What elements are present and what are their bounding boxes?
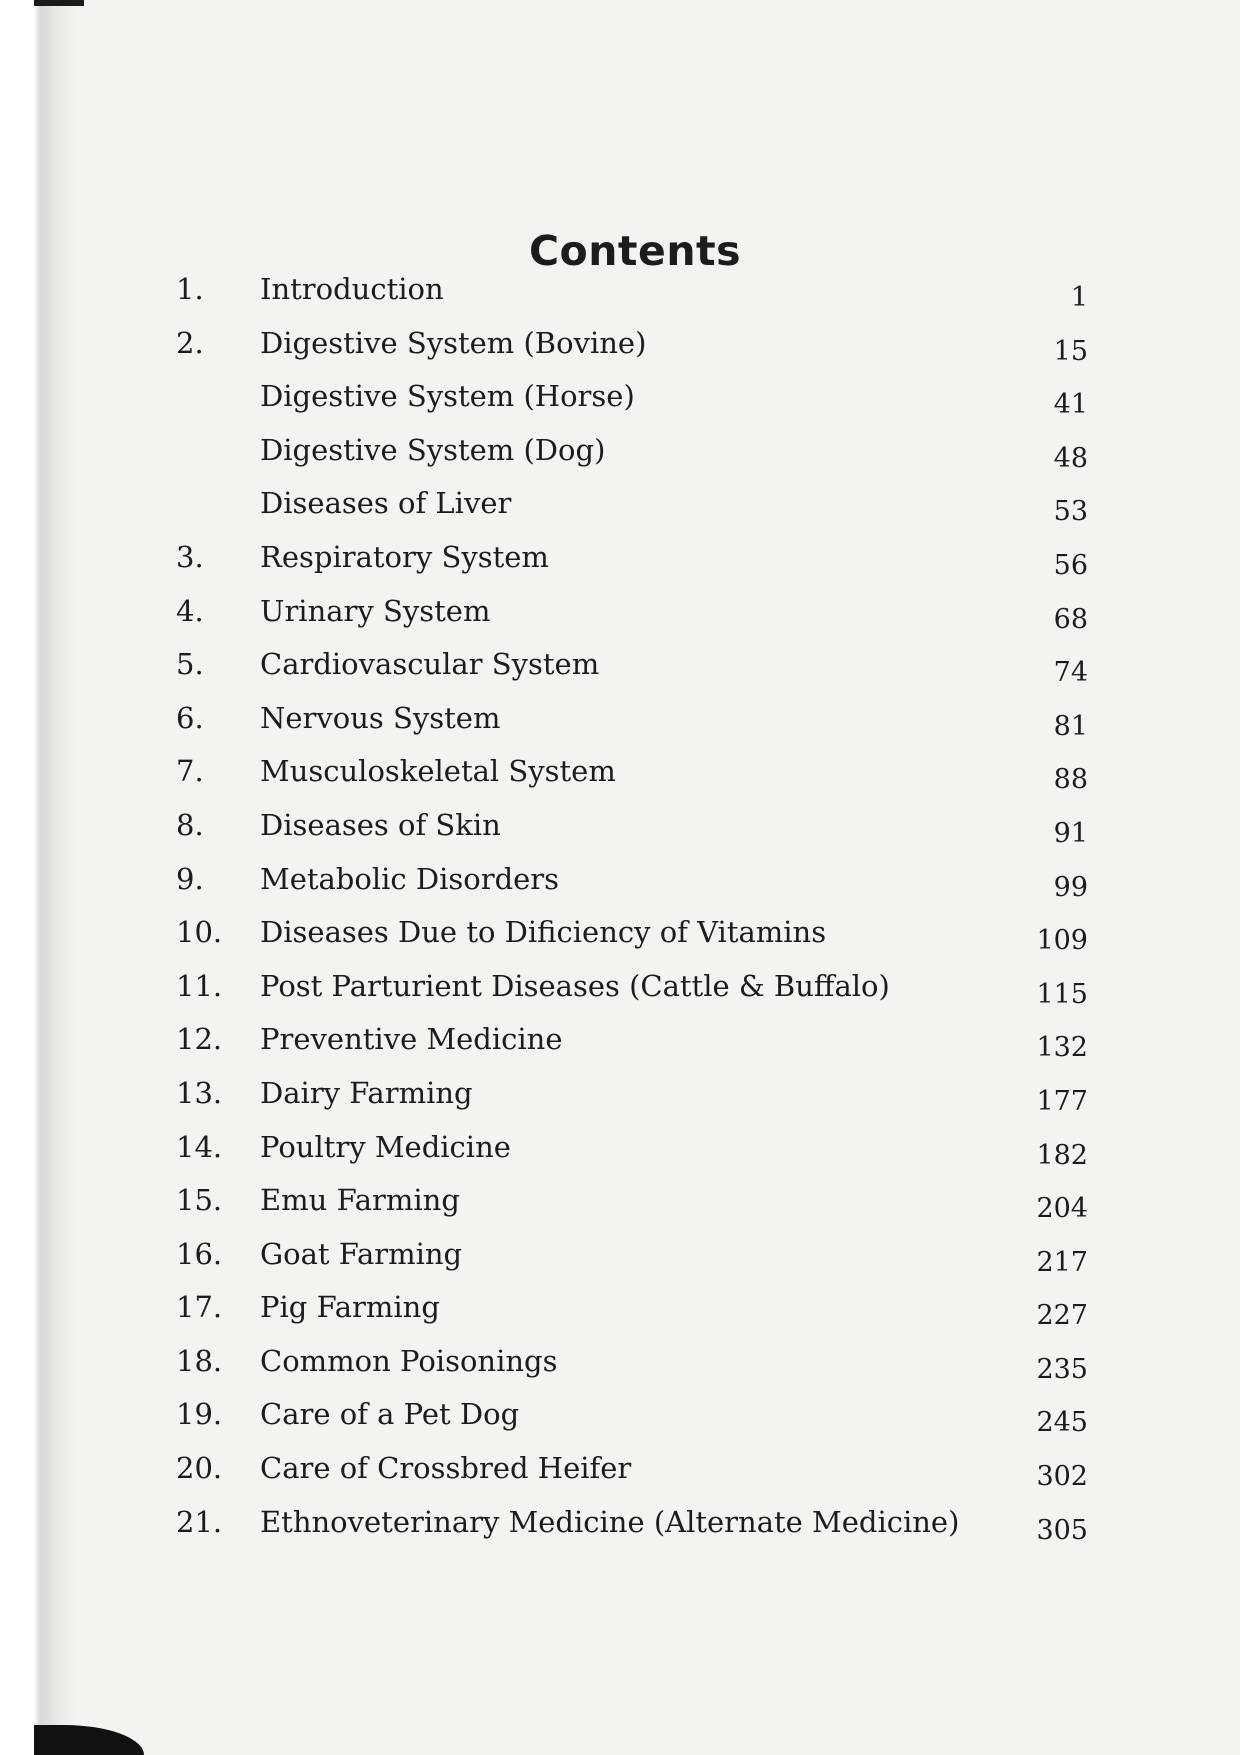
toc-entry: [176, 1072, 1088, 1126]
toc-entry-number: 4.: [176, 593, 204, 628]
toc-entry-number: 20.: [176, 1451, 223, 1486]
toc-entry-title: Diseases of Skin: [260, 807, 501, 842]
page-title: Contents: [528, 227, 742, 276]
toc-entry-page: 245: [1036, 1407, 1088, 1439]
toc-entry-page: 217: [1036, 1246, 1088, 1278]
toc-entry-number: 18.: [176, 1343, 223, 1378]
toc-entry-page: 91: [1053, 817, 1088, 849]
toc-entry: [176, 1501, 1088, 1555]
toc-entry: [176, 429, 1088, 483]
toc-entry-number: 16.: [176, 1236, 223, 1271]
toc-entry-title: Preventive Medicine: [260, 1022, 563, 1057]
toc-entry-title: Emu Farming: [260, 1183, 460, 1218]
toc-entry-number: 8.: [176, 807, 204, 842]
toc-entry-title: Digestive System (Horse): [260, 379, 635, 414]
toc-entry: [176, 643, 1088, 697]
toc-entry-title: Goat Farming: [260, 1236, 463, 1271]
toc-entry-title: Urinary System: [260, 593, 491, 628]
toc-entry-number: 6.: [176, 700, 204, 735]
toc-entry-page: 53: [1053, 496, 1088, 528]
toc-entry-page: 68: [1053, 603, 1088, 635]
toc-entry: [176, 590, 1088, 644]
toc-entry-number: 21.: [176, 1504, 223, 1539]
toc-entry-title: Diseases Due to Dificiency of Vitamins: [260, 915, 827, 950]
toc-entry-number: 11.: [176, 968, 223, 1003]
toc-entry: [176, 1179, 1088, 1233]
toc-entry: [176, 322, 1088, 376]
toc-entry-title: Pig Farming: [260, 1290, 440, 1325]
toc-entry-number: 7.: [176, 754, 204, 789]
toc-entry: [176, 911, 1088, 965]
toc-entry-page: 132: [1036, 1032, 1088, 1064]
toc-entry-number: 12.: [176, 1022, 223, 1057]
toc-entry: [176, 1340, 1088, 1394]
toc-entry-page: 1: [1070, 282, 1088, 313]
toc-entry: [176, 1018, 1088, 1072]
toc-entry: [176, 1286, 1088, 1340]
toc-entry-number: 15.: [176, 1183, 223, 1218]
toc-entry-page: 235: [1036, 1353, 1088, 1385]
toc-entry-number: 1.: [176, 272, 204, 306]
toc-entry-page: 88: [1053, 764, 1088, 796]
toc-entry-title: Diseases of Liver: [260, 486, 512, 521]
toc-entry-number: 14.: [176, 1129, 223, 1164]
toc-entry-page: 41: [1053, 389, 1088, 421]
toc-entry-number: 19.: [176, 1397, 223, 1432]
toc-entry: [176, 482, 1088, 536]
toc-entry: [176, 375, 1088, 429]
toc-entry: [176, 858, 1088, 912]
toc-entry: [176, 965, 1088, 1019]
toc-entry-title: Dairy Farming: [260, 1075, 473, 1110]
table-of-contents: [176, 268, 1088, 1554]
toc-entry: [176, 697, 1088, 751]
toc-entry-page: 177: [1036, 1085, 1088, 1117]
toc-entry-page: 48: [1053, 442, 1088, 474]
toc-entry-page: 227: [1036, 1300, 1088, 1332]
toc-entry-page: 15: [1053, 335, 1088, 367]
toc-entry-title: Digestive System (Dog): [260, 432, 606, 467]
toc-entry-page: 81: [1053, 710, 1088, 742]
toc-entry: [176, 1233, 1088, 1287]
toc-entry: [176, 536, 1088, 590]
toc-entry: [176, 750, 1088, 804]
toc-entry-number: 9.: [176, 861, 204, 896]
toc-entry: [176, 268, 1088, 322]
toc-entry-page: 204: [1036, 1193, 1088, 1225]
toc-entry-page: 182: [1036, 1139, 1088, 1171]
toc-entry-page: 99: [1053, 871, 1088, 903]
toc-entry-title: Cardiovascular System: [260, 647, 600, 682]
toc-entry-page: 305: [1036, 1514, 1088, 1546]
toc-entry-number: 13.: [176, 1075, 223, 1110]
toc-entry-title: Ethnoveterinary Medicine (Alternate Medicine): [260, 1504, 960, 1539]
scan-edge-bottom: [34, 1725, 144, 1755]
toc-entry-page: 302: [1036, 1461, 1088, 1493]
toc-entry-number: 5.: [176, 647, 204, 682]
toc-entry: [176, 1393, 1088, 1447]
toc-entry-title: Post Parturient Diseases (Cattle & Buffalo): [260, 968, 890, 1003]
toc-entry-title: Respiratory System: [260, 539, 549, 574]
toc-entry-page: 109: [1036, 925, 1088, 957]
toc-entry-number: 2.: [176, 325, 204, 360]
toc-entry-number: 17.: [176, 1290, 223, 1325]
toc-entry-title: Poultry Medicine: [260, 1129, 511, 1164]
toc-entry-page: 115: [1036, 978, 1088, 1010]
toc-entry-title: Care of a Pet Dog: [260, 1397, 520, 1432]
toc-entry-title: Digestive System (Bovine): [260, 325, 647, 360]
toc-entry-page: 56: [1053, 549, 1088, 581]
toc-entry-title: Common Poisonings: [260, 1343, 558, 1378]
toc-entry-number: 3.: [176, 539, 204, 574]
toc-entry-title: Introduction: [260, 272, 444, 306]
toc-entry-number: 10.: [176, 915, 223, 950]
scan-edge-top: [34, 0, 84, 6]
toc-entry: [176, 804, 1088, 858]
toc-entry-title: Musculoskeletal System: [260, 754, 616, 789]
toc-entry: [176, 1447, 1088, 1501]
toc-entry-page: 74: [1053, 657, 1088, 689]
toc-entry-title: Nervous System: [260, 700, 501, 735]
toc-entry: [176, 1126, 1088, 1180]
toc-entry-title: Care of Crossbred Heifer: [260, 1451, 632, 1486]
toc-entry-title: Metabolic Disorders: [260, 861, 560, 896]
